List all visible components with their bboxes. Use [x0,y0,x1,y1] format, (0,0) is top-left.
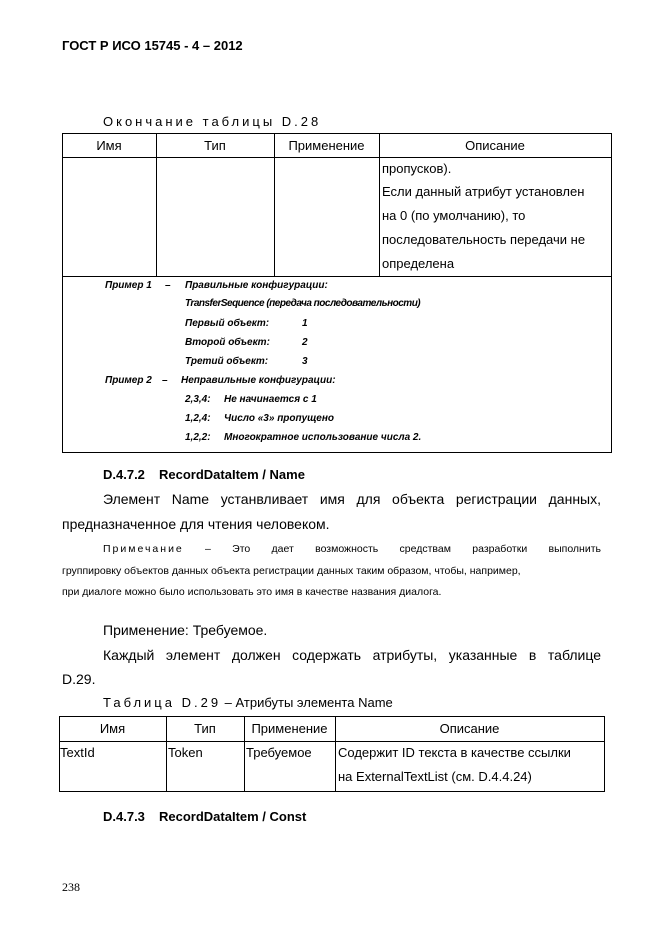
table-d29-cell-desc: Содержит ID текста в качестве ссылки [338,745,571,760]
table-d29-col-usage: Применение [251,721,328,736]
table-d29-cell-desc: на ExternalTextList (см. D.4.4.24) [338,769,532,784]
example2-row-text: Число «3» пропущено [224,413,334,424]
example2-dash: – [162,375,168,386]
table-d28-desc-line: последовательность передачи не [382,232,586,247]
document-header: ГОСТ Р ИСО 15745 - 4 – 2012 [62,38,243,53]
table-d29-cell-type: Token [168,745,203,760]
table-d29-col-name: Имя [99,721,126,736]
example1-dash: – [165,280,171,291]
section-472-paragraph: Элемент Name устанвливает имя для объекта регистрации данных, [103,491,601,507]
note-text: при диалоге можно было использовать это имя в качестве названия диалога. [62,586,442,598]
example2-label: Пример 2 [105,375,152,386]
table-d28-desc-line: пропусков). [382,161,452,176]
example2-row-code: 1,2,4: [185,413,211,424]
usage-text: Применение: Требуемое. [103,622,268,638]
example2-row-code: 2,3,4: [185,394,211,405]
table-d29-caption [103,695,393,710]
table-d29-col-type: Тип [194,721,216,736]
table-d29-cell-usage: Требуемое [246,745,312,760]
table-d28-col-type: Тип [204,138,226,153]
example2-row-code: 1,2,2: [185,432,211,443]
example1-label: Пример 1 [105,280,152,291]
section-472-paragraph: Каждый элемент должен содержать атрибуты, указанные в таблице [103,647,601,663]
page-number: 238 [62,880,80,894]
example2-title: Неправильные конфигурации: [181,375,336,386]
example1-row-name: Первый объект: [185,318,270,329]
section-472-paragraph: предназначенное для чтения человеком. [62,516,330,532]
table-d28-caption: Окончание таблицы D.28 [103,114,322,129]
example2-row-text: Многократное использование числа 2. [224,432,422,443]
note-text: группировку объектов данных объекта регистрации данных таким образом, чтобы, например, [62,565,521,577]
section-472-number: D.4.7.2 [103,467,145,482]
section-473-title: RecordDataItem / Const [159,809,307,824]
table-d28-col-name: Имя [96,138,122,153]
example1-row-name: Третий объект: [185,356,269,367]
table-d28-desc-line: на 0 (по умолчанию), то [382,208,526,223]
table-d28-col-description: Описание [465,138,525,153]
note-text: – Это дает возможность средствам разработки выполнить [205,543,601,555]
table-d29-cell-name: TextId [60,745,95,760]
section-472-title: RecordDataItem / Name [159,467,305,482]
table-d29-caption-label: Таблица D.29 [103,695,222,710]
section-472-paragraph: D.29. [62,671,96,687]
table-d28-desc-line: Если данный атрибут установлен [382,184,585,199]
example1-row-value: 2 [302,337,308,348]
example1-sequence: TransferSequence (передача последовательности) [185,298,421,309]
example1-row-value: 3 [302,356,308,367]
section-473-number: D.4.7.3 [103,809,145,824]
note-label: Примечание [103,543,184,555]
example1-title: Правильные конфигурации: [185,280,328,291]
example2-row-text: Не начинается с 1 [224,394,317,405]
table-d28-col-usage: Применение [288,138,365,153]
example1-row-value: 1 [302,318,308,329]
table-d28-desc-line: определена [382,256,455,271]
example1-row-name: Второй объект: [185,337,270,348]
table-d29-col-description: Описание [439,721,500,736]
table-d29-caption-rest: – Атрибуты элемента Name [224,695,393,710]
